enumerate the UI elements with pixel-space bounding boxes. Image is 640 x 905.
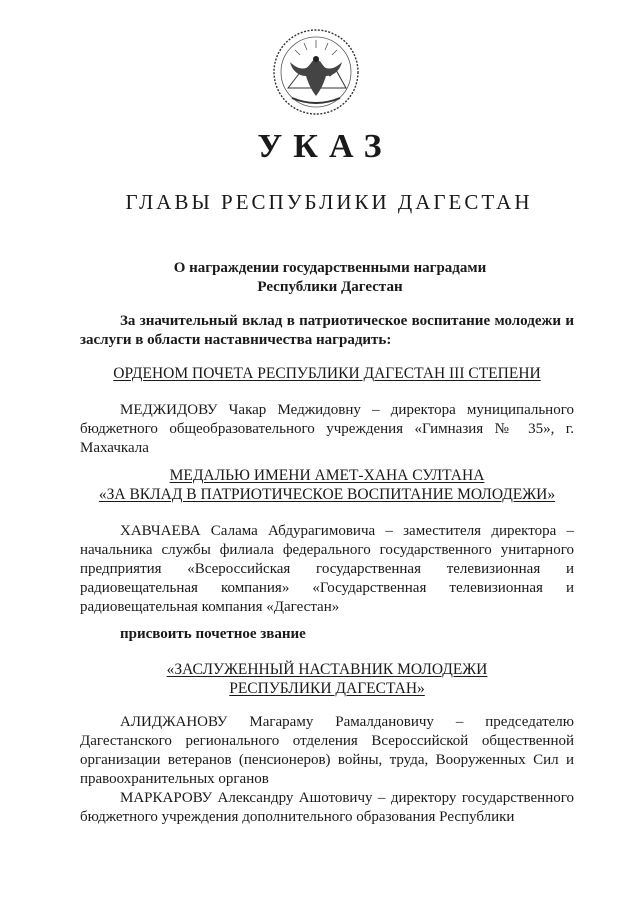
decree-preamble: За значительный вклад в патриотическое воспитание молодежи и заслуги в области наставничества наградить:: [80, 313, 574, 348]
heading-line: МЕДАЛЬЮ ИМЕНИ АМЕТ-ХАНА СУЛТАНА: [169, 467, 485, 484]
subject-line: Республики Дагестан: [257, 279, 403, 295]
award-recipient: АЛИДЖАНОВУ Магараму Рамалдановичу – председателю Дагестанского регионального отделения Всероссийской общественной организации ветеранов (пенсионеров) войны, труда, Вооруженных Сил и правоохранительных органов: [80, 714, 574, 787]
award-heading-medal: [60, 466, 594, 504]
heading-line: «ЗАСЛУЖЕННЫЙ НАСТАВНИК МОЛОДЕЖИ: [166, 661, 488, 678]
document-title: УКАЗ: [257, 128, 393, 165]
award-heading-title: [80, 660, 574, 698]
decree-subject: [140, 259, 520, 297]
document-subtitle: ГЛАВЫ РЕСПУБЛИКИ ДАГЕСТАН: [125, 190, 533, 214]
award-heading-order: ОРДЕНОМ ПОЧЕТА РЕСПУБЛИКИ ДАГЕСТАН III СТЕПЕНИ: [113, 365, 541, 382]
heading-line: РЕСПУБЛИКИ ДАГЕСТАН»: [229, 680, 425, 697]
heading-line: «ЗА ВКЛАД В ПАТРИОТИЧЕСКОЕ ВОСПИТАНИЕ МОЛОДЕЖИ»: [98, 486, 556, 503]
coat-of-arms-icon: [270, 26, 362, 118]
subject-line: О награждении государственными наградами: [173, 260, 487, 276]
action-statement: присвоить почетное звание: [120, 626, 306, 642]
award-recipient: МЕДЖИДОВУ Чакар Меджидовну – директора муниципального бюджетного общеобразовательного учреждения «Гимназия № 35», г. Махачкала: [80, 402, 574, 456]
award-recipient: ХАВЧАЕВА Салама Абдурагимовича – заместителя директора – начальника службы филиала федерального государственного унитарного предприятия «Всероссийская государственная телевизионная и радиовещательная компания» «Государственная телевизионная и радиовещательная компания «Дагестан»: [80, 523, 574, 615]
award-recipient: МАРКАРОВУ Александру Ашотовичу – директору государственного бюджетного учреждения дополнительного образования Республики: [80, 790, 574, 825]
